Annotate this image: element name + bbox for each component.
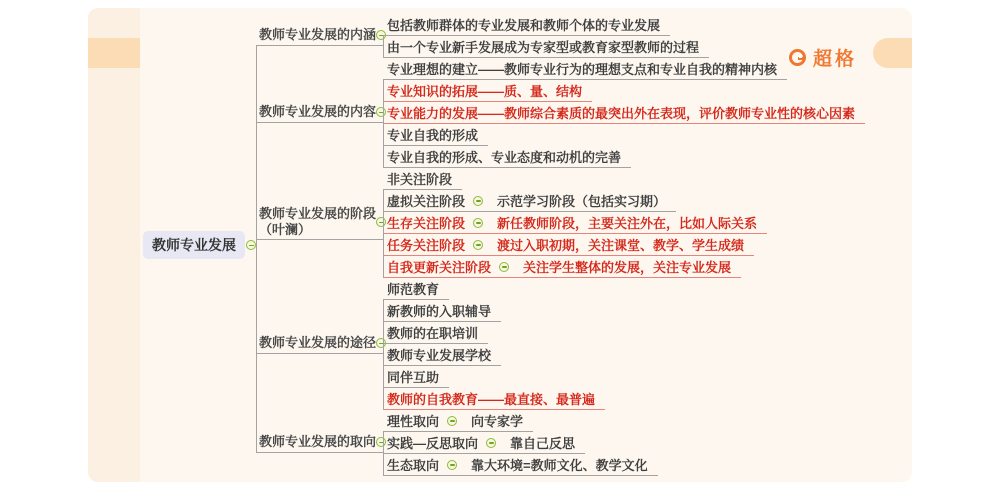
branch-label[interactable] [256,26,383,46]
mindmap [143,14,865,476]
accent-right-pill [873,38,912,68]
collapse-minus-icon[interactable] [246,240,256,250]
leaf-text: 非关注阶段 [387,172,453,187]
leaf-sub-text: 渡过入职初期，关注课堂、教学、学生成绩 [497,238,745,253]
leaf-text: 包括教师群体的专业发展和教师个体的专业发展 [387,18,661,33]
leaf-text: 教师的在职培训 [387,326,479,341]
leaf-text: 新教师的入职辅导 [387,304,492,319]
leaf-text: 实践—反思取向 [387,436,479,451]
leaf-node[interactable] [383,14,670,36]
branch-label-line1: 教师专业发展的内涵 [259,27,377,42]
leaf-node[interactable] [383,146,631,168]
collapse-minus-icon[interactable] [473,218,483,228]
branch-node [256,168,865,278]
leaf-node[interactable] [383,58,787,80]
leaf-text: 自我更新关注阶段 [387,260,492,275]
collapse-minus-icon[interactable] [447,416,457,426]
branch-node [256,278,865,410]
leaf-node[interactable] [383,322,488,344]
leaf-text: 生存关注阶段 [387,216,466,231]
collapse-minus-icon[interactable] [486,438,496,448]
leaf-node[interactable] [383,300,501,322]
collapse-minus-icon[interactable] [447,460,457,470]
leaf-node[interactable] [383,344,501,366]
leaf-text: 理性取向 [387,414,440,429]
branch-children [383,278,605,410]
leaf-text: 任务关注阶段 [387,238,466,253]
branch-children [383,410,658,476]
leaf-node[interactable] [383,168,462,190]
leaf-text: 教师的自我教育——最直接、最普遍 [387,392,596,407]
leaf-node[interactable] [383,36,709,58]
branch-node [256,410,865,476]
branch-label-line1: 教师专业发展的取向 [259,434,377,449]
collapse-minus-icon[interactable] [473,196,483,206]
branch-label-line2: （叶澜） [259,222,312,237]
branch-children [383,14,709,58]
accent-left-rect [88,38,140,68]
branch-label-text [259,206,376,238]
branch-label[interactable] [256,433,383,453]
branch-children [383,168,767,278]
leaf-text: 专业理想的建立——教师专业行为的理想支点和专业自我的精神内核 [387,62,778,77]
brand-name: 超格 [813,49,858,70]
leaf-sub-text: 靠大环境=教师文化、教学文化 [471,458,648,473]
leaf-text: 专业自我的形成 [387,128,479,143]
leaf-text: 专业自我的形成、专业态度和动机的完善 [387,150,622,165]
brand-logo [789,44,857,71]
leaf-node[interactable] [383,454,658,476]
branch-node [256,58,865,168]
branch-label-text [259,104,376,120]
leaf-node[interactable] [383,124,488,146]
leaf-node[interactable] [383,256,741,278]
leaf-node[interactable] [383,212,767,234]
leaf-text: 虚拟关注阶段 [387,194,466,209]
g-circle-icon [789,49,806,66]
branch-label[interactable] [256,103,383,123]
leaf-node[interactable] [383,234,754,256]
leaf-node[interactable] [383,80,592,102]
leaf-node[interactable] [383,388,605,410]
leaf-text: 专业能力的发展——教师综合素质的最突出外在表现，评价教师专业性的核心因素 [387,106,856,121]
branch-label-text [259,434,376,450]
branch-label-text [259,335,376,351]
leaf-sub-text: 示范学习阶段（包括实习期） [497,194,667,209]
leaf-node[interactable] [383,366,449,388]
branch-label[interactable] [256,334,383,354]
leaf-text: 由一个专业新手发展成为专家型或教育家型教师的过程 [387,40,700,55]
leaf-node[interactable] [383,190,676,212]
branches [256,14,865,476]
leaf-text: 专业知识的拓展——质、量、结构 [387,84,583,99]
branch-children [383,58,865,168]
branch-label-text [259,27,376,43]
leaf-sub-text: 向专家学 [471,414,524,429]
branch-label[interactable] [256,206,383,240]
leaf-text: 师范教育 [387,282,440,297]
leaf-node[interactable] [383,102,865,124]
leaf-sub-text: 新任教师阶段，主要关注外在，比如人际关系 [497,216,758,231]
leaf-text: 教师专业发展学校 [387,348,492,363]
collapse-minus-icon[interactable] [473,240,483,250]
leaf-text: 生态取向 [387,458,440,473]
collapse-minus-icon[interactable] [499,262,509,272]
branch-label-line1: 教师专业发展的内容 [259,104,377,119]
branch-label-line1: 教师专业发展的途径 [259,335,377,350]
leaf-text: 同伴互助 [387,370,440,385]
branch-label-line1: 教师专业发展的阶段 [259,206,377,221]
root-node[interactable]: 教师专业发展 [143,231,245,259]
root-node-wrap [143,231,256,259]
background-left-strip [88,8,140,482]
leaf-sub-text: 关注学生整体的发展，关注专业发展 [523,260,732,275]
branch-node [256,14,865,58]
leaf-node[interactable] [383,410,533,432]
leaf-node[interactable] [383,432,585,454]
leaf-node[interactable] [383,278,449,300]
leaf-sub-text: 靠自己反思 [510,436,576,451]
